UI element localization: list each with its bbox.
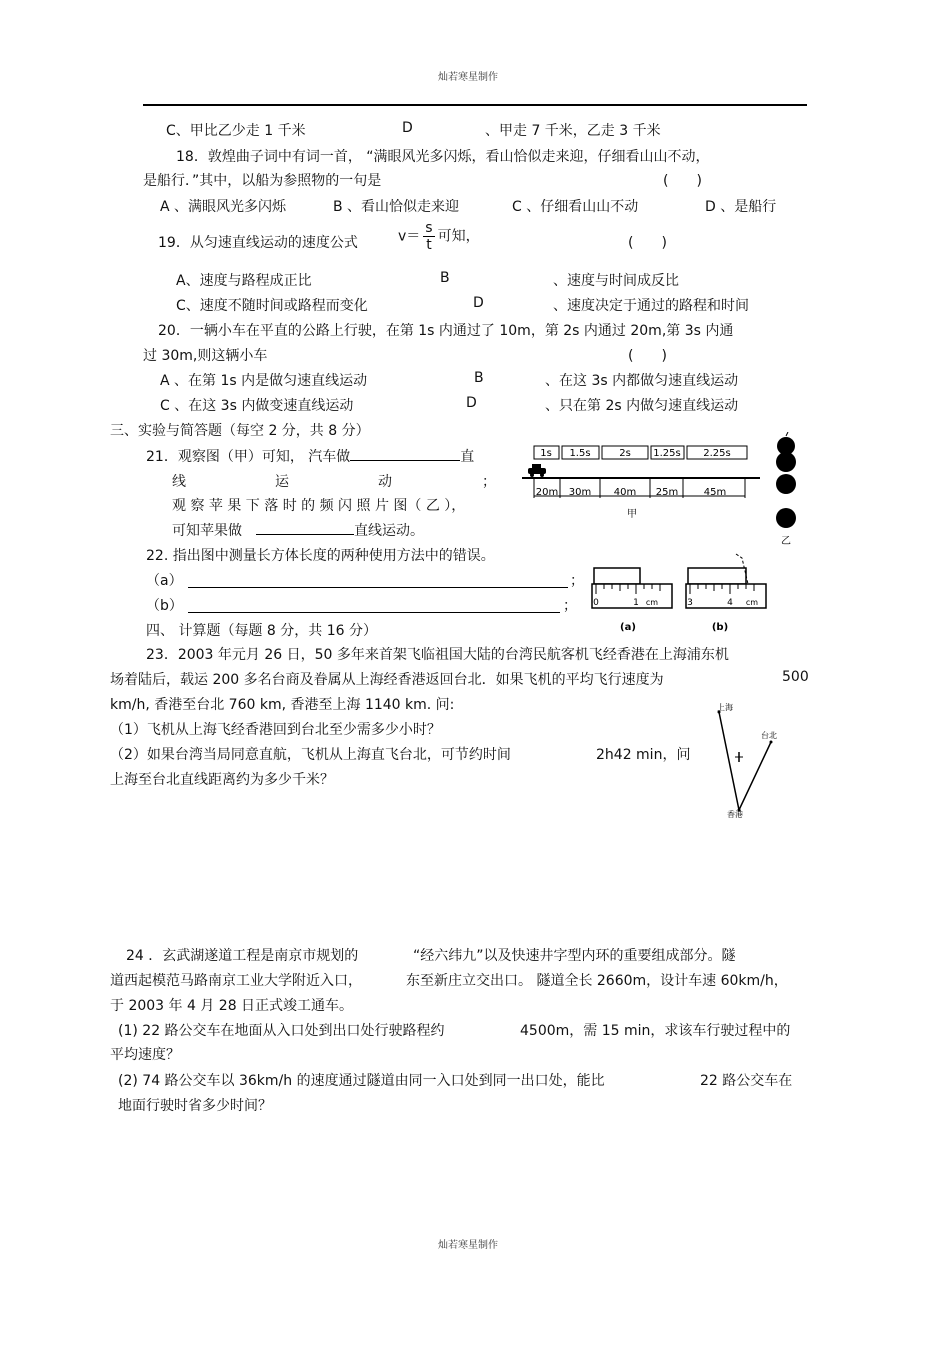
q18-option-c: C 、仔细看山山不动 — [512, 199, 639, 215]
time-label-1: 1s — [540, 448, 552, 459]
q17-option-c: C、甲比乙少走 1 千米 — [166, 123, 306, 139]
q24-part1-a: (1) 22 路公交车在地面从入口处到出口处行驶路程约 — [118, 1023, 445, 1039]
q20-option-d-letter: D — [466, 395, 477, 411]
q17-option-d-text: 、甲走 7 千米，乙走 3 千米 — [485, 123, 661, 139]
q21-line2-char-2: 运 — [275, 474, 289, 490]
figure-jia-label: 甲 — [627, 509, 637, 520]
q19-stem: 19．从匀速直线运动的速度公式 — [158, 235, 358, 251]
compass-icon — [735, 752, 743, 762]
figure-rulers — [590, 548, 775, 636]
q19-formula-denominator: t — [426, 237, 432, 253]
map-label-taibei: 台北 — [761, 731, 777, 740]
q19-option-b-letter: B — [440, 270, 450, 286]
q19-option-d-text: 、速度决定于通过的路程和时间 — [553, 298, 749, 314]
q20-option-a: A 、在第 1s 内是做匀速直线运动 — [160, 373, 368, 389]
q22-blank-a[interactable] — [188, 570, 568, 588]
q24-line1-a: 24 ．玄武湖遂道工程是南京市规划的 — [126, 948, 359, 964]
q18-stem-line2: 是船行．”其中，以船为参照物的一句是 — [143, 173, 382, 189]
q23-line3: km/h, 香港至台北 760 km, 香港至上海 1140 km. 问: — [110, 697, 455, 713]
q24-line2-b: 东至新庄立交出口。 隧道全长 2660m，设计车速 60km/h， — [406, 973, 788, 989]
q24-line1-b: “经六纬九”以及快速井字型内环的重要组成部分。隧 — [413, 948, 736, 964]
distance-label-3: 40m — [613, 487, 637, 498]
distance-label-2: 30m — [568, 487, 592, 498]
ruler-a-tick-0: 0 — [593, 598, 599, 608]
q21-line4-prefix: 可知苹果做 — [172, 523, 242, 539]
q21-line2-char-3: 动 — [378, 474, 392, 490]
q19-option-c: C、速度不随时间或路程而变化 — [176, 298, 368, 314]
q21-line4-suffix: 直线运动。 — [354, 523, 424, 539]
q23-line2-tail: 500 — [782, 669, 809, 685]
q23-line2: 场着陆后，载运 200 多名台商及眷属从上海经香港返回台北．如果飞机的平均飞行速度为 — [110, 672, 664, 688]
q19-formula-numerator: s — [425, 220, 433, 236]
distance-label-5: 45m — [703, 487, 727, 498]
time-label-2: 1.5s — [569, 448, 591, 459]
ruler-b — [686, 554, 766, 633]
q21-blank-car[interactable] — [350, 460, 460, 461]
q24-part2-a: (2) 74 路公交车以 36km/h 的速度通过隧道由同一入口处到同一出口处，能比 — [118, 1073, 605, 1089]
apple-icon — [776, 432, 796, 528]
q20-stem-line1: 20．一辆小车在平直的公路上行驶，在第 1s 内通过了 10m，第 2s 内通过 20m,第 3s 内通 — [158, 323, 734, 339]
ruler-b-tick-4: 4 — [727, 598, 733, 608]
q19-option-a: A、速度与路程成正比 — [176, 273, 312, 289]
q19-formula-fraction — [423, 220, 434, 253]
distance-label-1: 20m — [535, 487, 559, 498]
q24-part2-c: 地面行驶时省多少时间？ — [118, 1098, 272, 1114]
q18-option-d: D 、是船行 — [705, 199, 777, 215]
q21-line2-char-1: 线 — [172, 474, 186, 490]
q18-option-a: A 、满眼风光多闪烁 — [160, 199, 287, 215]
q24-part1-c: 平均速度？ — [110, 1047, 180, 1063]
q24-part1-b: 4500m，需 15 min，求该车行驶过程中的 — [520, 1023, 791, 1039]
page-footer: 灿若寒星制作 — [438, 1240, 498, 1251]
page-header: 灿若寒星制作 — [438, 72, 498, 83]
time-label-3: 2s — [619, 448, 631, 459]
q19-formula — [398, 220, 480, 253]
q21-stem-suffix: 直 — [460, 449, 475, 465]
ruler-a-tick-1: 1 — [633, 598, 639, 608]
map-label-shanghai: 上海 — [717, 703, 733, 712]
q24-part2-b: 22 路公交车在 — [700, 1073, 793, 1089]
q22-b-label: （b） — [146, 598, 183, 614]
q23-part2-b: 2h42 min，问 — [596, 747, 691, 763]
q20-option-b-text: 、在这 3s 内都做匀速直线运动 — [545, 373, 739, 389]
q22-stem: 22. 指出图中测量长方体长度的两种使用方法中的错误。 — [146, 548, 495, 564]
q19-formula-lhs: v＝ — [398, 228, 421, 245]
time-boxes — [534, 446, 747, 459]
q22-a-label: （a） — [146, 573, 183, 589]
q22-b-end: ； — [563, 598, 577, 614]
q18-answer-paren: ( ) — [663, 173, 702, 189]
q19-answer-paren: ( ) — [628, 235, 667, 251]
q20-option-b-letter: B — [474, 370, 484, 386]
q23-part2-c: 上海至台北直线距离约为多少千米？ — [110, 772, 334, 788]
q19-stem-tail: 可知， — [437, 228, 480, 245]
ruler-a-unit: cm — [645, 598, 659, 607]
route-map — [705, 700, 790, 822]
header-rule — [143, 104, 807, 106]
q20-option-d-text: 、只在第 2s 内做匀速直线运动 — [545, 398, 739, 414]
figure-jia — [520, 440, 770, 520]
q17-option-d-letter: D — [402, 120, 413, 136]
figure-yi — [768, 432, 808, 550]
q21-blank-apple[interactable] — [256, 534, 354, 535]
q21-line3: 观 察 苹 果 下 落 时 的 频 闪 照 片 图（ 乙 ）， — [172, 498, 466, 514]
car-icon — [528, 464, 546, 477]
q18-stem-line1: 18．敦煌曲子词中有词一首， “满眼风光多闪烁，看山恰似走来迎，仔细看山山不动， — [176, 149, 710, 165]
q22-a-end: ； — [570, 573, 584, 589]
q24-line2-a: 道西起模范马路南京工业大学附近入口， — [110, 973, 362, 989]
ruler-b-tick-3: 3 — [687, 598, 693, 608]
q18-option-b: B 、看山恰似走来迎 — [333, 199, 460, 215]
time-label-4: 1.25s — [653, 448, 681, 459]
ruler-b-unit: cm — [745, 598, 759, 607]
figure-yi-label: 乙 — [781, 536, 791, 547]
q20-answer-paren: ( ) — [628, 348, 667, 364]
q20-stem-line2: 过 30m,则这辆小车 — [143, 348, 268, 364]
map-label-hongkong: 香港 — [727, 810, 743, 819]
block-a — [594, 568, 640, 584]
q19-option-b-text: 、速度与时间成反比 — [553, 273, 679, 289]
map-north-label: N — [705, 700, 706, 701]
time-label-5: 2.25s — [703, 448, 731, 459]
section-4-heading: 四、 计算题（每题 8 分，共 16 分） — [146, 623, 377, 639]
q23-line1: 23．2003 年元月 26 日，50 多年来首架飞临祖国大陆的台湾民航客机飞经香港在上海浦东机 — [146, 647, 729, 663]
ruler-a-caption: (a) — [620, 622, 636, 633]
q19-option-d-letter: D — [473, 295, 484, 311]
q23-part1: （1）飞机从上海飞经香港回到台北至少需多少小时？ — [110, 722, 441, 738]
distance-label-4: 25m — [655, 487, 679, 498]
ruler-a — [592, 568, 672, 633]
q21-line1 — [146, 446, 474, 466]
section-3-heading: 三、实验与简答题（每空 2 分，共 8 分） — [110, 423, 370, 439]
q24-line3: 于 2003 年 4 月 28 日正式竣工通车。 — [110, 998, 354, 1014]
q21-stem: 21．观察图（甲）可知， 汽车做 — [146, 449, 351, 465]
q22-blank-b[interactable] — [188, 595, 560, 613]
q21-line2-semicolon: ； — [482, 474, 496, 490]
q20-option-c: C 、在这 3s 内做变速直线运动 — [160, 398, 354, 414]
block-b — [688, 568, 746, 584]
ruler-b-caption: (b) — [711, 622, 729, 633]
route-lines — [719, 712, 771, 810]
q21-line4 — [172, 520, 424, 540]
q23-part2-a: （2）如果台湾当局同意直航，飞机从上海直飞台北，可节约时间 — [110, 747, 511, 763]
